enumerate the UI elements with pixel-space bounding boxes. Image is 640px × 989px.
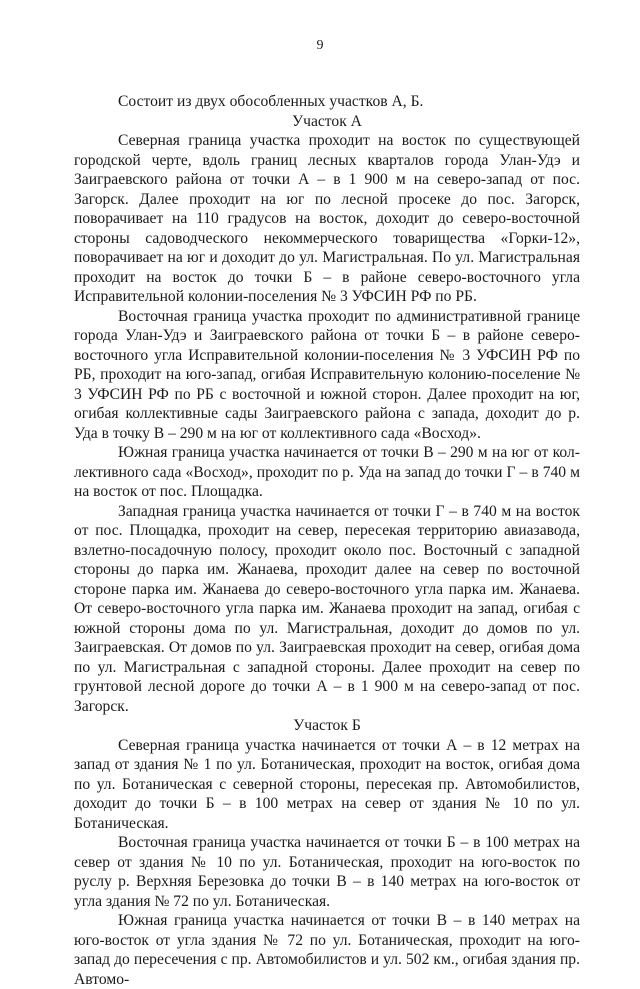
section-a-paragraph-1: Северная граница участка проходит на восток по существующей городской черте, вдоль границ лесных кварталов города Улан-Удэ и Заиграевского района от точки А – в 1 900 м на северо-запад от пос. Загорск. Далее проходит на юг по лесной просеке до пос. Загорск, поворачивает на 110 градусов на восток, доходит до северо-восточной стороны садоводческого некоммерческого товарищества «Горки-12», поворачивает на юг и доходит до ул. Магистральная. По ул. Магистральная проходит на восток до точки Б – в районе северо-восточного угла Исправительной колонии-поселения № 3 УФСИН РФ по РБ. (74, 132, 580, 305)
page-number: 9 (316, 38, 324, 53)
section-b-paragraph-2: Восточная граница участка начинается от точки Б – в 100 метрах на север от здания № 10 по ул. Ботаническая, проходит на юго-восток по руслу р. Верхняя Березовка до точки В – в 140 метрах на юго-восток от угла здания № 72 по ул. Ботаническая. (74, 834, 580, 910)
intro-paragraph: Состоит из двух обособленных участков А, Б. (118, 93, 424, 110)
section-b-paragraph-1: Северная граница участка начинается от точки А – в 12 метрах на запад от здания № 1 по ул. Ботаническая, проходит на восток, огибая дома по ул. Ботаническая с северной стороны, пересекая пр. Автомобилистов, доходит до точки Б – в 100 метрах на север от здания № 10 по ул. Ботаническая. (74, 736, 580, 832)
section-a-paragraph-2: Восточная граница участка проходит по административной границе города Улан-Удэ и Заиграевского района от точки Б – в районе северо-восточного угла Исправительной колонии-поселения № 3 УФСИН РФ по РБ, проходит на юго-запад, огибая Исправительную колонию-поселение № 3 УФСИН РФ по РБ с восточной и южной сторон. Далее проходит на юг, огибая коллективные сады Заиграевского района с запада, доходит до р. Уда в точку В – 290 м на юг от коллективного сада «Восход». (74, 307, 580, 442)
document-body (74, 92, 580, 989)
section-a-title: Участок А (292, 112, 362, 130)
section-b-paragraph-3: Южная граница участка начинается от точки В – в 140 метрах на юго-восток от угла здания № 72 по ул. Ботаническая, проходит на юго-запад до пересечения с пр. Автомобилистов и ул. 502 км., огибая здания пр. Автомо- (74, 912, 580, 988)
section-a-paragraph-3: Южная граница участка начинается от точки В – 290 м на юг от коллективного сада «Восход», проходит по р. Уда на запад до точки Г – в 740 м на восток от пос. Площадка. (74, 444, 580, 500)
section-b-title: Участок Б (293, 717, 361, 734)
section-a-paragraph-4: Западная граница участка начинается от точки Г – в 740 м на восток от пос. Площадка, проходит на север, пересекая территорию авиазавода, взлетно-посадочную полосу, проходит около пос. Восточный с западной стороны до парка им. Жанаева, проходит далее на север по восточной стороне парка им. Жанаева до северо-восточного угла парка им. Жанаева. От северо-восточного угла парка им. Жанаева проходит на запад, огибая с южной стороны дома по ул. Магистральная, доходит до домов по ул. Заиграевская. От домов по ул. Заиграевская проходит на север, огибая дома по ул. Магистральная с западной стороны. Далее проходит на север по грунтовой лесной дороге до точки А – в 1 900 м на северо-запад от пос. Загорск. (74, 502, 580, 715)
